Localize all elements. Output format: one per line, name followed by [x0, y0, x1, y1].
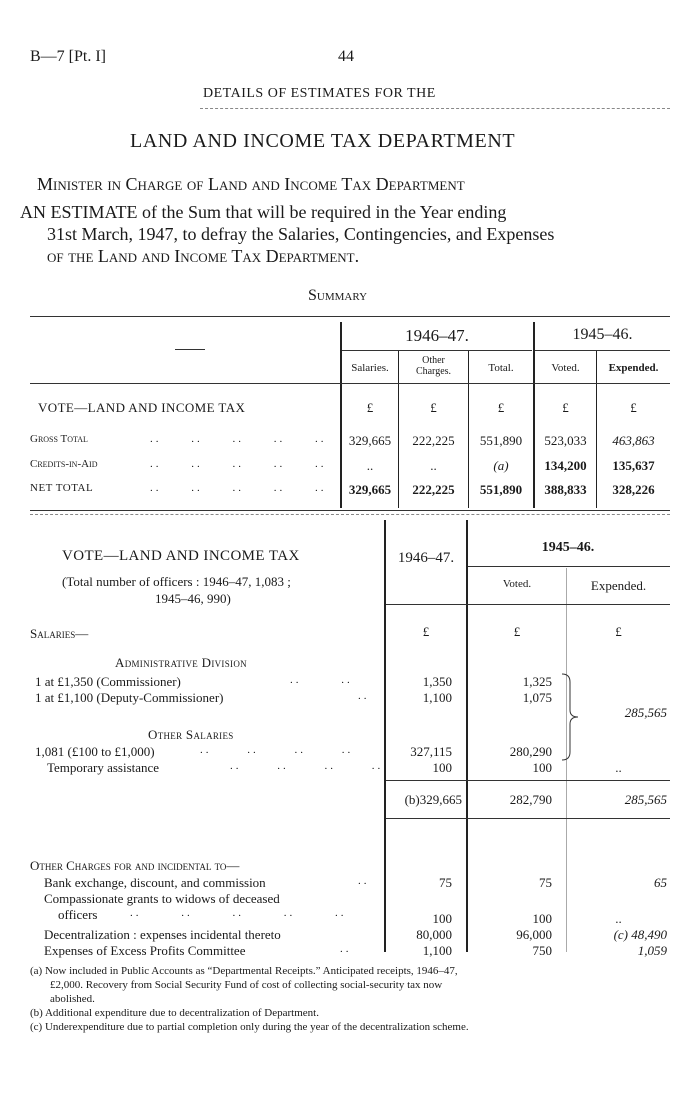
summary-year-current: 1946–47. [405, 326, 469, 345]
summary-cell: (a) [493, 458, 509, 473]
other-charges-heading: Other Charges for and incidental to— [30, 858, 240, 873]
estimate-line-3: of the Land and Income Tax Department. [47, 246, 360, 266]
document-subtitle: DETAILS OF ESTIMATES FOR THE [203, 86, 436, 101]
other-cell-expended: 65 [654, 875, 667, 890]
summary-bottom-rule-dashed [30, 514, 670, 515]
summary-cell: £ [630, 400, 637, 415]
details-currency-current: £ [422, 624, 430, 639]
other-row-label: Compassionate grants to widows of deceased [44, 891, 280, 906]
details-currency-voted: £ [513, 624, 521, 639]
details-header-rule [386, 604, 670, 605]
summary-cell: 551,890 [479, 482, 523, 497]
other-row-label: Expenses of Excess Profits Committee [44, 943, 246, 958]
salary-cell-expended: .. [615, 760, 622, 775]
summary-cell: .. [430, 458, 437, 473]
grouped-expended-value: 285,565 [624, 705, 667, 720]
summary-bottom-rule [30, 510, 670, 511]
summary-col-salaries: Salaries. [351, 362, 389, 374]
salary-row-label: 1,081 (£100 to £1,000) [35, 744, 155, 759]
footnote-b: (b) Additional expenditure due to decentralization of Department. [30, 1007, 319, 1019]
salary-row-label: 1 at £1,350 (Commissioner) [35, 674, 181, 689]
summary-col-voted: Voted. [551, 362, 580, 374]
summary-col-other [399, 355, 468, 377]
other-row-label: Decentralization : expenses incidental thereto [44, 927, 281, 942]
summary-cell: 328,226 [612, 482, 655, 497]
summary-row-label: Gross Total [30, 433, 88, 445]
summary-row-label: VOTE—LAND AND INCOME TAX [38, 400, 246, 415]
summary-cell: £ [497, 400, 505, 415]
officers-line-2: 1945–46, 990) [155, 591, 231, 606]
summary-stub-rule [175, 349, 205, 350]
page-number: 44 [338, 48, 354, 65]
estimate-line-2: 31st March, 1947, to defray the Salaries, Contingencies, and Expenses [47, 224, 555, 244]
summary-cell: £ [430, 400, 437, 415]
other-cell-expended: .. [615, 911, 622, 926]
summary-title: Summary [308, 287, 368, 304]
summary-year-rule-previous [535, 350, 670, 351]
summary-cell: 329,665 [348, 482, 392, 497]
salary-cell-voted: 280,290 [509, 744, 552, 759]
salary-cell-current: 327,115 [410, 744, 452, 759]
summary-cell: 222,225 [412, 433, 455, 448]
salaries-total-bottom-rule [386, 818, 670, 819]
summary-row-dots: .. .. .. .. .. [150, 482, 327, 494]
other-cell-expended: (c) 48,490 [613, 927, 667, 942]
summary-header-rule [30, 383, 670, 384]
summary-cell: 523,033 [544, 433, 587, 448]
department-title: LAND AND INCOME TAX DEPARTMENT [130, 130, 516, 152]
details-year-previous: 1945–46. [541, 540, 595, 555]
salary-cell-current: 100 [432, 760, 452, 775]
other-cell-voted: 100 [532, 911, 552, 926]
summary-top-rule [30, 316, 670, 317]
summary-cell: 222,225 [412, 482, 455, 497]
summary-col-total: Total. [488, 362, 514, 374]
other-row-label: officers [58, 907, 98, 922]
salary-cell-current: 1,350 [422, 674, 452, 689]
minister-text: Minister in Charge of Land and Income Tax Department [37, 174, 465, 194]
other-cell-expended: 1,059 [637, 943, 667, 958]
other-cell-voted: 750 [532, 943, 552, 958]
summary-row-label: Credits-in-Aid [30, 458, 98, 470]
summary-row-label: NET TOTAL [30, 482, 94, 494]
minister-line [37, 174, 677, 195]
summary-cell: 135,637 [612, 458, 655, 473]
summary-col-expended: Expended. [608, 362, 659, 374]
salaries-total-rule [386, 780, 670, 781]
summary-cell: 329,665 [348, 433, 392, 448]
salary-row-dots: .. .. .. .. [230, 760, 384, 772]
other-salaries-heading: Other Salaries [148, 727, 234, 742]
salary-row-label: Temporary assistance [47, 760, 160, 775]
salaries-total-current: (b)329,665 [404, 792, 462, 807]
salaries-total-expended: 285,565 [624, 792, 667, 807]
summary-cell: £ [366, 400, 374, 415]
salaries-heading: Salaries— [30, 626, 89, 641]
estimate-line-1: AN ESTIMATE of the Sum that will be required in the Year ending [20, 202, 507, 222]
other-cell-voted: 75 [539, 875, 552, 890]
other-row-dots: .. [340, 943, 352, 955]
details-col-expended: Expended. [590, 578, 647, 593]
summary-cell: .. [366, 458, 374, 473]
summary-row-dots: .. .. .. .. .. [150, 458, 327, 470]
details-col-voted: Voted. [502, 578, 532, 590]
other-row-dots: .. [358, 875, 370, 887]
summary-col-other-line1: Other [422, 355, 445, 366]
summary-col-other-line2: Charges. [415, 366, 452, 377]
summary-year-previous: 1945–46. [572, 326, 633, 343]
footnote-a-line-1: (a) Now included in Public Accounts as “Departmental Receipts.” Anticipated receipts, 1946–47, [30, 965, 458, 977]
other-cell-current: 80,000 [416, 927, 452, 942]
summary-cell: 134,200 [544, 458, 587, 473]
salary-row-dots: .. .. [290, 674, 353, 686]
other-row-dots: .. .. .. .. .. [130, 907, 347, 919]
officers-line-1: (Total number of officers : 1946–47, 1,083 ; [62, 574, 291, 589]
salary-row-dots: .. .. .. .. [200, 744, 354, 756]
footnote-a-line-3: abolished. [50, 993, 95, 1005]
admin-division-heading: Administrative Division [115, 655, 247, 670]
details-currency-expended: £ [615, 624, 622, 639]
other-cell-voted: 96,000 [516, 927, 552, 942]
summary-year-rule-current [342, 350, 532, 351]
salary-cell-voted: 100 [532, 760, 552, 775]
salary-row-label: 1 at £1,100 (Deputy-Commissioner) [35, 690, 224, 705]
summary-row-dots: .. .. .. .. .. [150, 433, 327, 445]
salaries-total-voted: 282,790 [509, 792, 552, 807]
salary-cell-voted: 1,075 [522, 690, 552, 705]
page-reference: B—7 [Pt. I] [30, 48, 106, 65]
other-row-label: Bank exchange, discount, and commission [44, 875, 266, 890]
other-cell-current: 1,100 [422, 943, 452, 958]
header-rule [200, 108, 670, 109]
details-year-current: 1946–47. [397, 550, 455, 566]
summary-cell: 388,833 [544, 482, 587, 497]
summary-cell: £ [562, 400, 569, 415]
salary-cell-current: 1,100 [422, 690, 452, 705]
footnote-c: (c) Underexpenditure due to partial completion only during the year of the decentralization scheme. [30, 1021, 469, 1033]
salary-row-dots: .. [358, 690, 370, 702]
other-cell-current: 100 [432, 911, 452, 926]
details-vote-title: VOTE—LAND AND INCOME TAX [62, 548, 300, 564]
salary-cell-voted: 1,325 [522, 674, 552, 689]
summary-cell: 551,890 [479, 433, 523, 448]
other-cell-current: 75 [439, 875, 452, 890]
details-year-rule [468, 566, 670, 567]
summary-cell: 463,863 [612, 433, 655, 448]
footnote-a-line-2: £2,000. Recovery from Social Security Fund of cost of collecting social-security tax now [50, 979, 443, 991]
